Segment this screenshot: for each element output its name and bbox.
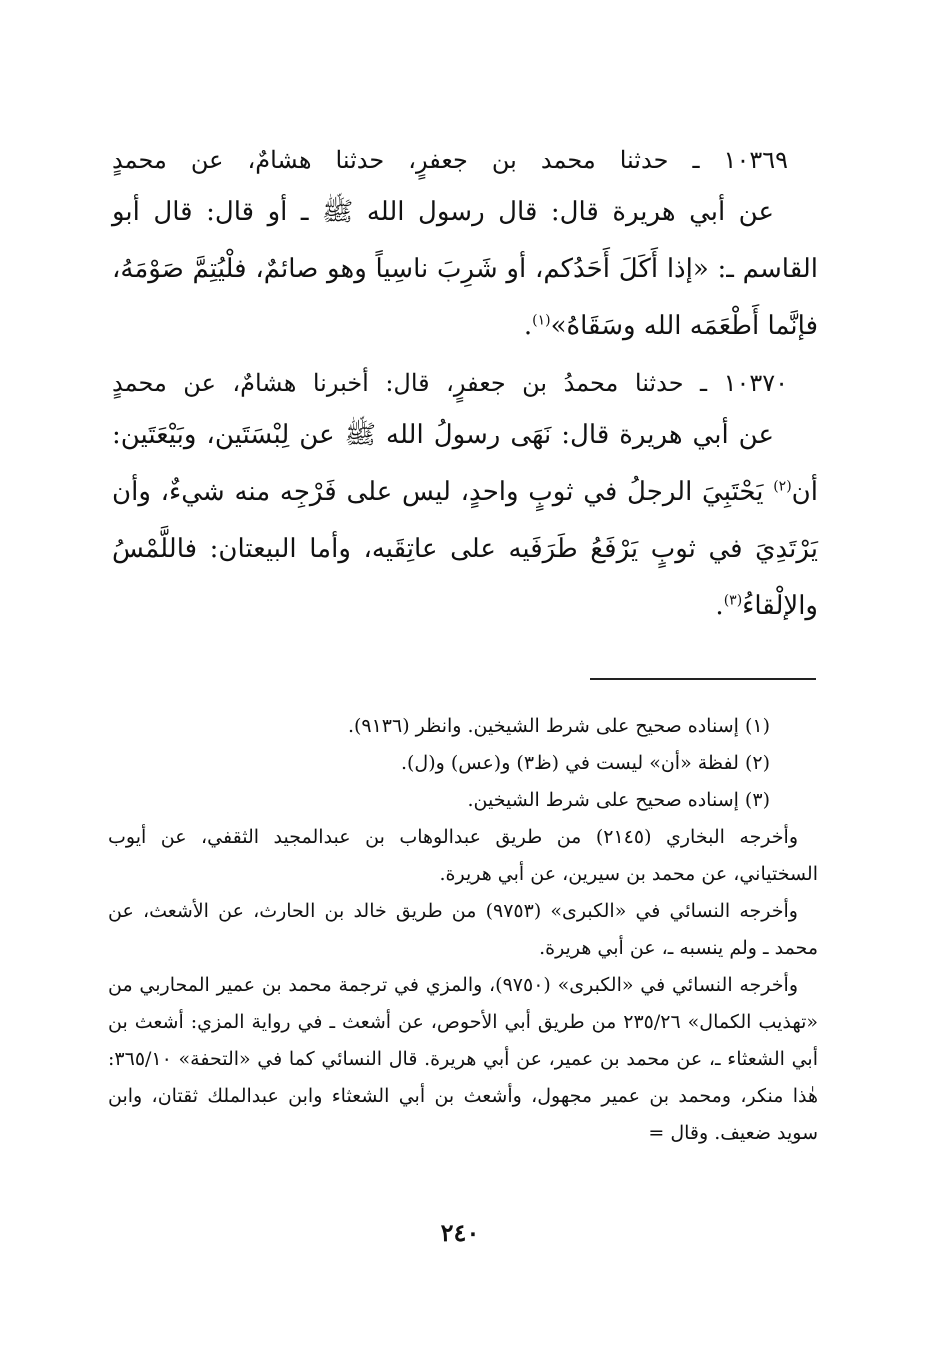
hadith-heading: ١٠٣٧٠ ـ حدثنا محمدُ بن جعفرٍ، قال: أخبرنا هشامٌ، عن محمدٍ (112, 369, 789, 397)
footnote-2: (٢) لفظة «أن» ليست في (ظ٣) و(عس) و(ل). (400, 752, 770, 774)
footnote-paragraph (108, 819, 818, 893)
hadith-body-text-continued: يَحْتَبِيَ الرجلُ في ثوبٍ واحدٍ، ليس على فَرْجِه منه شيءٌ، وأن يَرْتَدِيَ في ثوبٍ يَرْفَعُ طَرَفَيه على عاتِقَيه، وأما البيعتان: فاللَّمْسُ والإلْقاءُ (112, 477, 818, 621)
sentence-end: . (523, 311, 533, 341)
footnote-paragraph-text: وأخرجه البخاري (٢١٤٥) من طريق عبدالوهاب بن عبدالمجيد الثقفي، عن أيوب السختياني، عن محمد بن سيرين، عن أبي هريرة. (108, 826, 818, 885)
hadith-10370 (112, 359, 818, 635)
footnote-paragraph-text: وأخرجه النسائي في «الكبرى» (٩٧٥٠)، والمزي في ترجمة محمد بن عمير المحاربي من «تهذيب الكمال» ٢٣٥/٢٦ من طريق أبي الأحوص، عن أشعث ـ في رواية المزي: أشعث بن أبي الشعثاء ـ، عن محمد بن عمير، عن أبي هريرة. قال النسائي كما في «التحفة» ٣٦٥/١٠: هٰذا منكر، ومحمد بن عمير مجهول، وأشعث بن أبي الشعثاء وابن عبدالملك ثقتان، وابن سويد ضعيف. وقال = (108, 974, 819, 1144)
hadith-heading: ١٠٣٦٩ ـ حدثنا محمد بن جعفرٍ، حدثنا هشامٌ، عن محمدٍ (112, 146, 788, 174)
footnote-ref[interactable]: (٣) (723, 592, 743, 609)
footnote-ref[interactable]: (٢) (773, 478, 792, 495)
main-text (112, 136, 818, 639)
hadith-text (112, 184, 818, 355)
footnotes-section (108, 708, 818, 1152)
footnote-1: (١) إسناده صحيح على شرط الشيخين. وانظر (٩١٣٦). (347, 715, 770, 737)
footnote-separator (590, 678, 816, 680)
footnote-paragraph (108, 967, 818, 1152)
hadith-text (112, 407, 818, 635)
hadith-10369 (112, 136, 818, 355)
footnote-paragraph-text: وأخرجه النسائي في «الكبرى» (٩٧٥٣) من طريق خالد بن الحارث، عن الأشعث، عن محمد ـ ولم ينسبه ـ، عن أبي هريرة. (108, 900, 818, 959)
hadith-body-text: عن أبي هريرة قال: نَهَى رسولُ الله ﷺ عن لِبْسَتَين، وبَيْعَتَين: أن (112, 420, 818, 507)
page-number: ٢٤٠ (440, 1218, 480, 1247)
footnote-ref[interactable]: (١) (532, 312, 551, 329)
footnote-3: (٣) إسناده صحيح على شرط الشيخين. (467, 789, 770, 811)
sentence-end: . (715, 591, 724, 621)
footnote-paragraph (108, 893, 818, 967)
hadith-body-text: عن أبي هريرة قال: قال رسول الله ﷺ ـ أو قال: قال أبو القاسم ـ: «إذا أَكَلَ أَحَدُكم، أو شَرِبَ ناسِياً وهو صائمٌ، فلْيُتِمَّ صَوْمَهُ، فإنَّما أَطْعَمَه الله وسَقَاهُ» (112, 197, 818, 341)
